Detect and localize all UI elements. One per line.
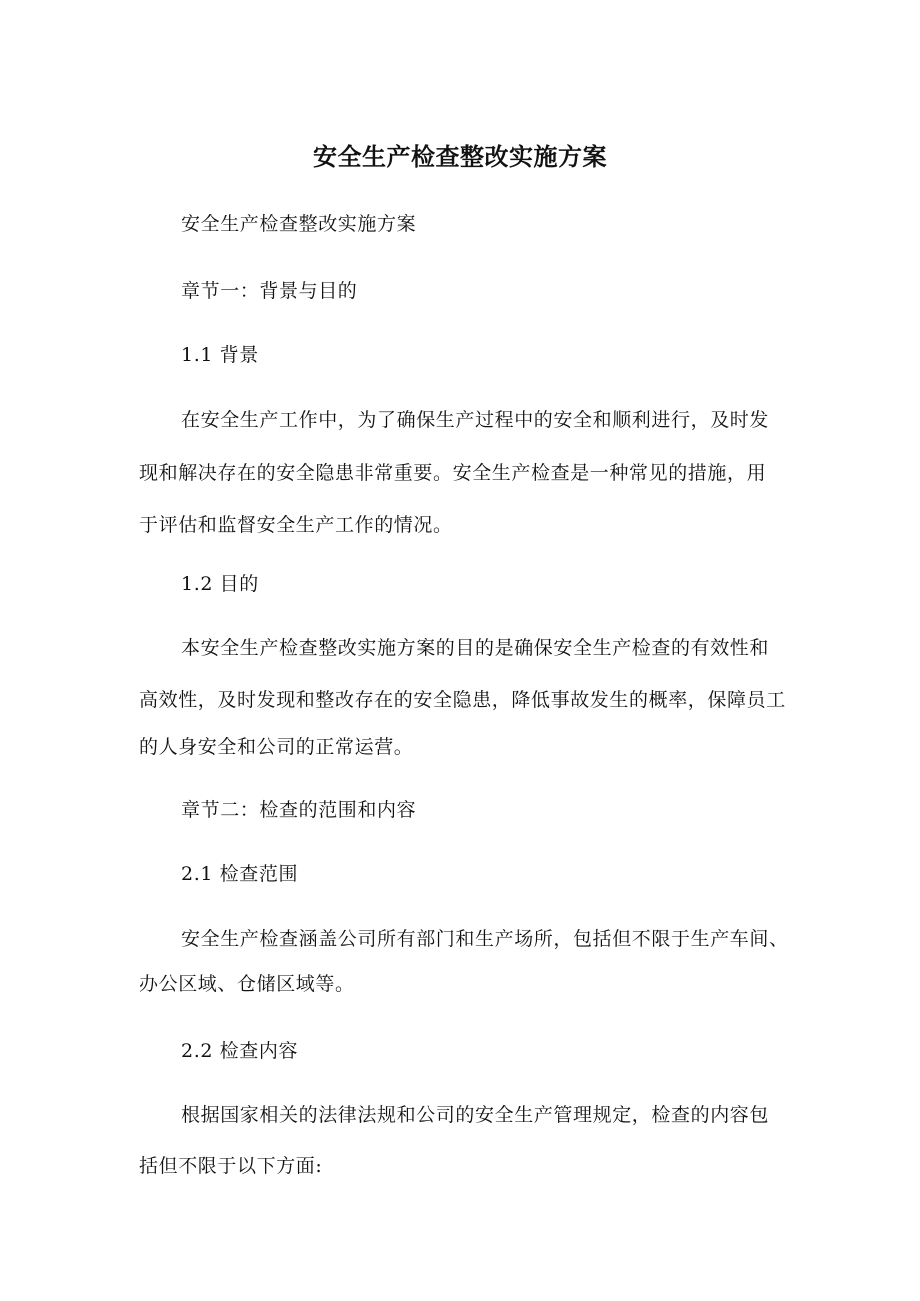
section-1-1-line-1: 在安全生产工作中，为了确保生产过程中的安全和顺利进行，及时发 — [181, 409, 770, 431]
document-subtitle: 安全生产检查整改实施方案 — [181, 213, 417, 235]
section-1-2-heading: 1.2 目的 — [181, 573, 259, 595]
section-1-1-heading: 1.1 背景 — [181, 344, 259, 366]
document-title: 安全生产检查整改实施方案 — [313, 143, 607, 171]
section-1-2-line-2: 高效性，及时发现和整改存在的安全隐患，降低事故发生的概率，保障员工 — [139, 689, 786, 711]
section-1-2-line-3: 的人身安全和公司的正常运营。 — [139, 736, 414, 758]
section-2-2-line-1: 根据国家相关的法律法规和公司的安全生产管理规定，检查的内容包 — [181, 1104, 770, 1126]
section-1-1-line-3: 于评估和监督安全生产工作的情况。 — [139, 514, 453, 536]
section-2-1-line-2: 办公区域、仓储区域等。 — [139, 973, 355, 995]
section-1-1-line-2: 现和解决存在的安全隐患非常重要。安全生产检查是一种常见的措施，用 — [139, 462, 767, 484]
section-2-1-heading: 2.1 检查范围 — [181, 863, 299, 885]
chapter1-heading: 章节一：背景与目的 — [181, 280, 358, 302]
section-2-2-line-2: 括但不限于以下方面: — [139, 1155, 323, 1177]
section-1-2-line-1: 本安全生产检查整改实施方案的目的是确保安全生产检查的有效性和 — [181, 637, 770, 659]
chapter2-heading: 章节二：检查的范围和内容 — [181, 799, 417, 821]
section-2-1-line-1: 安全生产检查涵盖公司所有部门和生产场所，包括但不限于生产车间、 — [181, 928, 789, 950]
section-2-2-heading: 2.2 检查内容 — [181, 1040, 299, 1062]
